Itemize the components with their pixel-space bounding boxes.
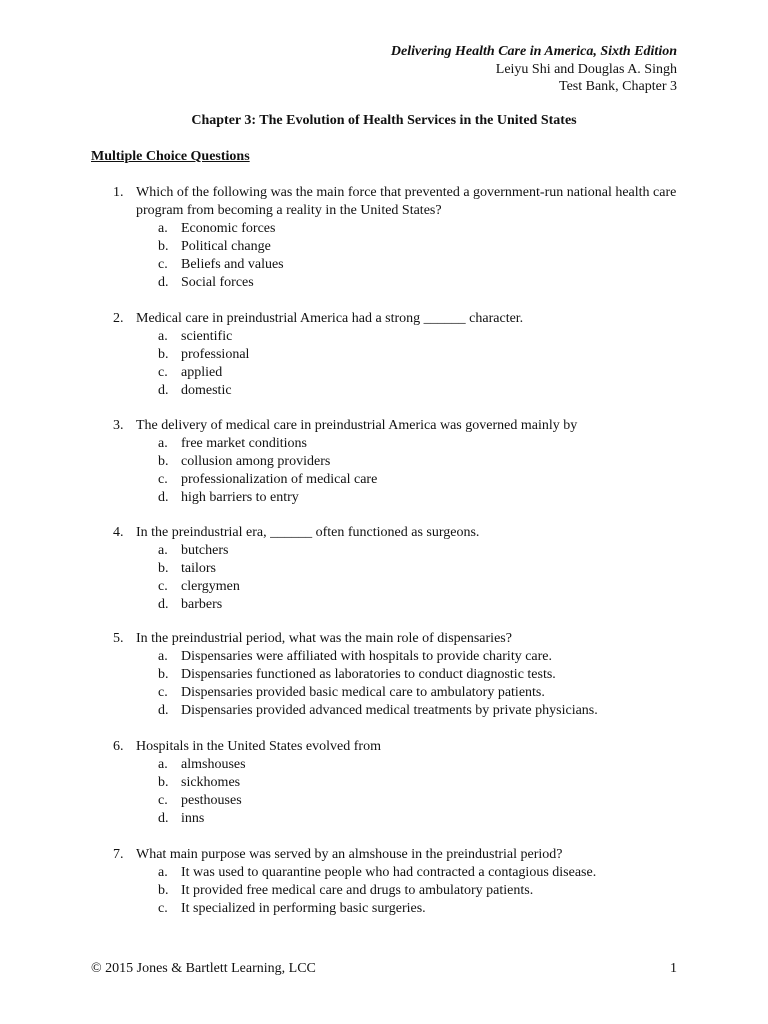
chapter-title: Chapter 3: The Evolution of Health Services in the United States xyxy=(191,113,577,128)
option-list xyxy=(91,435,691,507)
option-letter: a. xyxy=(158,543,168,558)
option-text: almshouses xyxy=(181,757,246,772)
option-b xyxy=(91,453,691,471)
question-number: 7. xyxy=(113,847,124,862)
option-letter: c. xyxy=(158,685,168,700)
option-c xyxy=(91,256,691,274)
option-letter: c. xyxy=(158,472,168,487)
question-text: Hospitals in the United States evolved from xyxy=(136,739,381,754)
option-c xyxy=(91,684,691,702)
question-number: 2. xyxy=(113,311,124,326)
question-text: The delivery of medical care in preindustrial America was governed mainly by xyxy=(136,418,578,433)
option-a xyxy=(91,542,691,560)
option-text: Beliefs and values xyxy=(181,257,284,272)
question-3 xyxy=(91,417,691,507)
option-c xyxy=(91,900,691,918)
option-text: high barriers to entry xyxy=(181,490,299,505)
option-d xyxy=(91,596,691,614)
option-letter: c. xyxy=(158,257,168,272)
option-letter: b. xyxy=(158,347,169,362)
option-text: collusion among providers xyxy=(181,454,331,469)
option-text: sickhomes xyxy=(181,775,241,790)
option-text: domestic xyxy=(181,383,232,398)
option-text: butchers xyxy=(181,543,229,558)
question-1 xyxy=(91,184,691,292)
page-footer xyxy=(91,961,677,977)
option-letter: c. xyxy=(158,901,168,916)
option-letter: c. xyxy=(158,365,168,380)
question-number: 6. xyxy=(113,739,124,754)
question-number: 5. xyxy=(113,631,124,646)
option-d xyxy=(91,702,691,720)
page-number: 1 xyxy=(670,961,677,976)
question-number: 1. xyxy=(113,185,124,200)
option-letter: d. xyxy=(158,597,169,612)
option-text: scientific xyxy=(181,329,233,344)
option-list xyxy=(91,756,691,828)
option-list xyxy=(91,864,691,918)
question-number: 4. xyxy=(113,525,124,540)
option-text: It was used to quarantine people who had contracted a contagious disease. xyxy=(181,865,597,880)
option-text: free market conditions xyxy=(181,436,307,451)
option-b xyxy=(91,560,691,578)
option-d xyxy=(91,274,691,292)
question-text: What main purpose was served by an almshouse in the preindustrial period? xyxy=(136,847,563,862)
option-text: Economic forces xyxy=(181,221,276,236)
question-7 xyxy=(91,846,691,918)
option-letter: d. xyxy=(158,383,169,398)
option-a xyxy=(91,220,691,238)
option-a xyxy=(91,435,691,453)
option-list xyxy=(91,220,691,292)
section-heading: Multiple Choice Questions xyxy=(91,149,250,164)
option-letter: b. xyxy=(158,883,169,898)
option-text: Dispensaries were affiliated with hospitals to provide charity care. xyxy=(181,649,553,664)
page-header xyxy=(391,43,677,96)
option-c xyxy=(91,792,691,810)
option-letter: d. xyxy=(158,703,169,718)
option-d xyxy=(91,489,691,507)
option-c xyxy=(91,471,691,489)
option-list xyxy=(91,542,691,614)
option-a xyxy=(91,648,691,666)
option-text: professional xyxy=(181,347,250,362)
question-text: In the preindustrial period, what was the main role of dispensaries? xyxy=(136,631,512,646)
option-b xyxy=(91,346,691,364)
option-letter: b. xyxy=(158,561,169,576)
option-a xyxy=(91,864,691,882)
option-d xyxy=(91,382,691,400)
option-b xyxy=(91,774,691,792)
question-text: Which of the following was the main force that prevented a government-run national health care program from becoming a reality in the United States? xyxy=(136,185,677,218)
option-list xyxy=(91,328,691,400)
option-list xyxy=(91,648,691,720)
option-text: professionalization of medical care xyxy=(181,472,378,487)
question-5 xyxy=(91,630,691,720)
option-text: pesthouses xyxy=(181,793,242,808)
option-b xyxy=(91,882,691,900)
question-text: Medical care in preindustrial America had a strong ______ character. xyxy=(136,311,524,326)
option-text: It provided free medical care and drugs to ambulatory patients. xyxy=(181,883,534,898)
option-b xyxy=(91,666,691,684)
option-letter: b. xyxy=(158,454,169,469)
option-letter: a. xyxy=(158,221,168,236)
option-c xyxy=(91,578,691,596)
option-letter: d. xyxy=(158,275,169,290)
option-text: applied xyxy=(181,365,223,380)
option-a xyxy=(91,756,691,774)
option-letter: c. xyxy=(158,579,168,594)
book-title: Delivering Health Care in America, Sixth Edition xyxy=(390,44,677,59)
option-text: inns xyxy=(181,811,205,826)
authors: Leiyu Shi and Douglas A. Singh xyxy=(495,61,677,77)
option-a xyxy=(91,328,691,346)
option-text: Social forces xyxy=(181,275,254,290)
question-number: 3. xyxy=(113,418,124,433)
option-letter: b. xyxy=(158,667,169,682)
question-2 xyxy=(91,310,691,400)
copyright: © 2015 Jones & Bartlett Learning, LCC xyxy=(91,961,316,976)
option-letter: b. xyxy=(158,775,169,790)
option-text: Dispensaries functioned as laboratories to conduct diagnostic tests. xyxy=(181,667,556,682)
option-text: barbers xyxy=(181,597,223,612)
option-text: Dispensaries provided basic medical care to ambulatory patients. xyxy=(181,685,545,700)
option-text: It specialized in performing basic surgeries. xyxy=(181,901,426,916)
option-text: Dispensaries provided advanced medical treatments by private physicians. xyxy=(181,703,598,718)
option-letter: a. xyxy=(158,436,168,451)
option-text: tailors xyxy=(181,561,216,576)
option-d xyxy=(91,810,691,828)
question-text: In the preindustrial era, ______ often functioned as surgeons. xyxy=(136,525,480,540)
option-b xyxy=(91,238,691,256)
question-4 xyxy=(91,524,691,614)
option-letter: a. xyxy=(158,649,168,664)
option-letter: d. xyxy=(158,811,169,826)
option-letter: a. xyxy=(158,329,168,344)
option-c xyxy=(91,364,691,382)
option-letter: a. xyxy=(158,757,168,772)
question-6 xyxy=(91,738,691,828)
option-letter: c. xyxy=(158,793,168,808)
option-text: Political change xyxy=(181,239,271,254)
option-text: clergymen xyxy=(181,579,240,594)
option-letter: b. xyxy=(158,239,169,254)
option-letter: a. xyxy=(158,865,168,880)
test-bank-label: Test Bank, Chapter 3 xyxy=(559,79,677,94)
option-letter: d. xyxy=(158,490,169,505)
